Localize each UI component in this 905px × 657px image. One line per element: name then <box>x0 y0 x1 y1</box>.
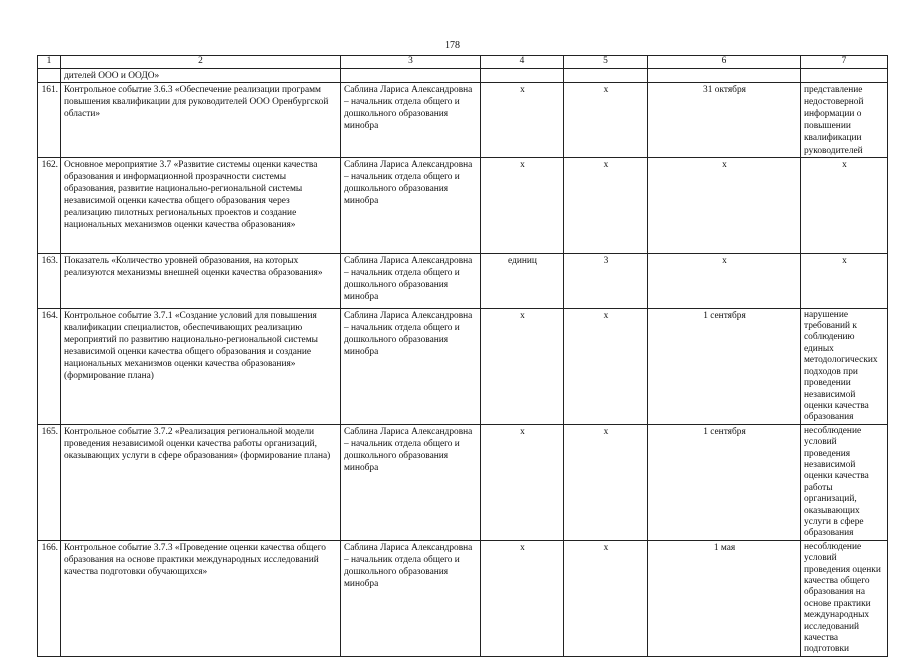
cell-empty <box>341 69 481 83</box>
col7-value: несоблюдение условий проведения независимой оценки качества работы организаций, оказывающих услуги в сфере образования <box>801 424 888 540</box>
table-row <box>38 83 888 158</box>
responsible: Саблина Лариса Александровна – начальник отдела общего и дошкольного образования минобра <box>341 157 481 253</box>
col6-value: 1 сентября <box>648 308 801 424</box>
col-header-6: 6 <box>648 56 801 69</box>
col6-value: 31 октября <box>648 83 801 158</box>
cell-empty <box>648 69 801 83</box>
row-number: 161. <box>38 83 61 158</box>
col4-value: единиц <box>481 253 564 308</box>
col4-value: х <box>481 540 564 656</box>
cell-continuation: дителей ООО и ООДО» <box>61 69 341 83</box>
header-row <box>38 56 888 69</box>
cell-empty <box>481 69 564 83</box>
event-name: Контрольное событие 3.7.3 «Проведение оценки качества общего образования на основе практики международных исследований качества подготовки обучающихся» <box>61 540 341 656</box>
col4-value: х <box>481 424 564 540</box>
table-row <box>38 540 888 656</box>
row-number: 166. <box>38 540 61 656</box>
col5-value: х <box>564 424 648 540</box>
col6-value: х <box>648 253 801 308</box>
col-header-4: 4 <box>481 56 564 69</box>
table-row <box>38 253 888 308</box>
col-header-7: 7 <box>801 56 888 69</box>
event-name: Основное мероприятие 3.7 «Развитие системы оценки качества образования и информационной прозрачности системы образования, развитие национально-региональной системы независимой оценки качества общего образования через реализацию пилотных региональных проектов и создание национальных механизмов оценки качества образования» <box>61 157 341 253</box>
row-number: 165. <box>38 424 61 540</box>
event-name: Контрольное событие 3.7.1 «Создание условий для повышения квалификации специалистов, обеспечивающих реализацию мероприятий по развитию национально-региональной системы независимой оценки качества общего образования и создание национальных механизмов оценки качества образования» (формирование плана) <box>61 308 341 424</box>
cell-num <box>38 69 61 83</box>
col5-value: 3 <box>564 253 648 308</box>
col7-value: х <box>801 157 888 253</box>
col5-value: х <box>564 540 648 656</box>
responsible: Саблина Лариса Александровна – начальник отдела общего и дошкольного образования минобра <box>341 83 481 158</box>
col5-value: х <box>564 157 648 253</box>
col7-value: представление недостоверной информации о повышении квалификации руководителей <box>801 83 888 158</box>
col-header-5: 5 <box>564 56 648 69</box>
responsible: Саблина Лариса Александровна – начальник отдела общего и дошкольного образования минобра <box>341 253 481 308</box>
col5-value: х <box>564 308 648 424</box>
row-number: 162. <box>38 157 61 253</box>
cell-empty <box>801 69 888 83</box>
continuation-row <box>38 69 888 83</box>
col5-value: х <box>564 83 648 158</box>
col6-value: 1 мая <box>648 540 801 656</box>
col-header-2: 2 <box>61 56 341 69</box>
responsible: Саблина Лариса Александровна – начальник отдела общего и дошкольного образования минобра <box>341 540 481 656</box>
col-header-3: 3 <box>341 56 481 69</box>
event-name: Показатель «Количество уровней образования, на которых реализуются механизмы внешней оценки качества образования» <box>61 253 341 308</box>
row-number: 163. <box>38 253 61 308</box>
col7-value: нарушение требований к соблюдению единых методологических подходов при проведении независимой оценки качества образования <box>801 308 888 424</box>
responsible: Саблина Лариса Александровна – начальник отдела общего и дошкольного образования минобра <box>341 308 481 424</box>
row-number: 164. <box>38 308 61 424</box>
col6-value: 1 сентября <box>648 424 801 540</box>
col7-value: х <box>801 253 888 308</box>
col4-value: х <box>481 83 564 158</box>
responsible: Саблина Лариса Александровна – начальник отдела общего и дошкольного образования минобра <box>341 424 481 540</box>
cell-empty <box>564 69 648 83</box>
col-header-1: 1 <box>38 56 61 69</box>
table-row <box>38 424 888 540</box>
event-name: Контрольное событие 3.6.3 «Обеспечение реализации программ повышения квалификации для руководителей ООО Оренбургской области» <box>61 83 341 158</box>
page-number: 178 <box>445 40 460 51</box>
table-row <box>38 308 888 424</box>
measures-table <box>37 55 888 657</box>
col7-value: несоблюдение условий проведения оценки качества общего образования на основе практики международных исследований качества подготовки <box>801 540 888 656</box>
col6-value: х <box>648 157 801 253</box>
col4-value: х <box>481 308 564 424</box>
col4-value: х <box>481 157 564 253</box>
event-name: Контрольное событие 3.7.2 «Реализация региональной модели проведения независимой оценки качества работы организаций, оказывающих услуги в сфере образования» (формирование плана) <box>61 424 341 540</box>
table-row <box>38 157 888 253</box>
